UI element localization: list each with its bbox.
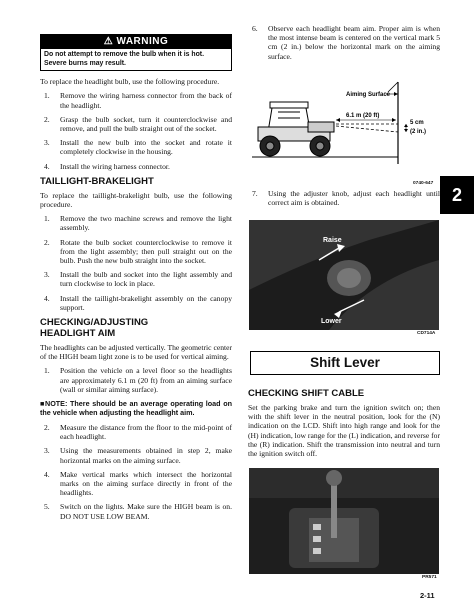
lower-label: Lower xyxy=(321,318,342,325)
list-item: 1. Position the vehicle on a level floor so the headlights are approximately 6.1 m (20 ft) from an aiming surface (wall or similar aiming surface). xyxy=(44,366,232,394)
distance-label: 6.1 m (20 ft) xyxy=(346,113,380,119)
list-item: 5. Switch on the lights. Make sure the HIGH beam is on. DO NOT USE LOW BEAM. xyxy=(44,502,232,521)
list-item: 4. Install the wiring harness connector. xyxy=(44,161,170,171)
cm-label: 5 cm xyxy=(410,120,424,126)
right-column-top xyxy=(248,24,440,66)
list-item: 2. Grasp the bulb socket, turn it counterclockwise and remove, and pull the bulb straight out of the socket. xyxy=(44,114,232,133)
warning-box xyxy=(40,34,232,71)
in-label: (2 in.) xyxy=(410,129,426,135)
list-item: 4. Make vertical marks which intersect the horizontal marks on the aiming surface directly in front of the headlights. xyxy=(44,469,232,498)
aim-step-1 xyxy=(40,366,232,394)
aim-step-6 xyxy=(248,24,440,61)
warning-title: WARNING xyxy=(116,36,169,47)
left-column xyxy=(40,34,232,526)
headlight-steps xyxy=(40,91,232,170)
utv-vehicle-icon xyxy=(258,102,334,156)
aiming-diagram-svg xyxy=(248,72,440,182)
aim-steps xyxy=(40,423,232,521)
taillight-intro: To replace the taillight-brakelight bulb, use the following procedure. xyxy=(40,190,232,210)
list-item: 3. Using the measurements obtained in step 2, make horizontal marks on the aiming surface. xyxy=(44,446,232,465)
note: ■NOTE: There should be an average operating load on the vehicle when adjusting the headlight aim. xyxy=(40,399,232,418)
aiming-diagram xyxy=(248,72,440,182)
warning-header xyxy=(41,35,231,49)
list-item: 7. Using the adjuster knob, adjust each headlight until correct aim is obtained. xyxy=(252,189,440,208)
warning-icon: ⚠ xyxy=(103,36,117,47)
list-item: 1. Remove the two machine screws and remove the light assembly. xyxy=(44,214,232,233)
figure1-code: 0740-647 xyxy=(413,181,434,186)
section-tab: 2 xyxy=(440,176,474,214)
shift-text: Set the parking brake and turn the ignition switch on; then with the shift lever in the neutral position, look for the (N) indication on the LCD. Shift into high range and look for the (H) indication, low range for the (L) indication, and reverse for the (R) indication. Shift the transmission into neutral and turn the ignition switch off. xyxy=(248,403,440,459)
shift-lever-photo xyxy=(249,468,439,574)
figure3-code: PR571 xyxy=(422,575,437,580)
headlight-intro: To replace the headlight bulb, use the following procedure. xyxy=(40,77,220,87)
warning-text: Do not attempt to remove the bulb when it is hot. Severe burns may result. xyxy=(44,51,205,67)
list-item: 1. Remove the wiring harness connector from the back of the headlight. xyxy=(44,91,232,110)
shift-section xyxy=(248,384,440,463)
page-number: 2-11 xyxy=(420,591,435,600)
right-column-step7 xyxy=(248,189,440,212)
raise-label: Raise xyxy=(323,237,342,244)
shift-lever-title: Shift Lever xyxy=(250,351,440,375)
list-item: 4. Install the taillight-brakelight assembly on the canopy support. xyxy=(44,293,232,312)
aim-heading: CHECKING/ADJUSTING HEADLIGHT AIM xyxy=(40,317,149,340)
taillight-heading: TAILLIGHT-BRAKELIGHT xyxy=(40,175,154,187)
taillight-steps xyxy=(40,214,232,312)
shift-heading: CHECKING SHIFT CABLE xyxy=(248,388,365,399)
aiming-surface-label: Aiming Surface xyxy=(346,92,391,98)
list-item: 3. Install the new bulb into the socket and rotate it completely clockwise in the housing. xyxy=(44,138,232,157)
list-item: 2. Rotate the bulb socket counterclockwise to remove it from the light assembly; then pull straight out on the bulb. Push the new bulb straight into the socket. xyxy=(44,237,232,266)
list-item: 6. Observe each headlight beam aim. Proper aim is when the most intense beam is centered on the vertical mark 5 cm (2 in.) below the horizontal mark on the aiming surface. xyxy=(252,24,440,61)
figure2-code: CD714A xyxy=(417,331,436,336)
list-item: 2. Measure the distance from the floor to the mid-point of each headlight. xyxy=(44,423,232,442)
aim-intro: The headlights can be adjusted vertically. The geometric center of the HIGH beam light zone is to be used for vertical aiming. xyxy=(40,343,232,362)
adjuster-knob-photo xyxy=(249,220,439,330)
list-item: 3. Install the bulb and socket into the light assembly and turn clockwise to lock in place. xyxy=(44,270,232,289)
